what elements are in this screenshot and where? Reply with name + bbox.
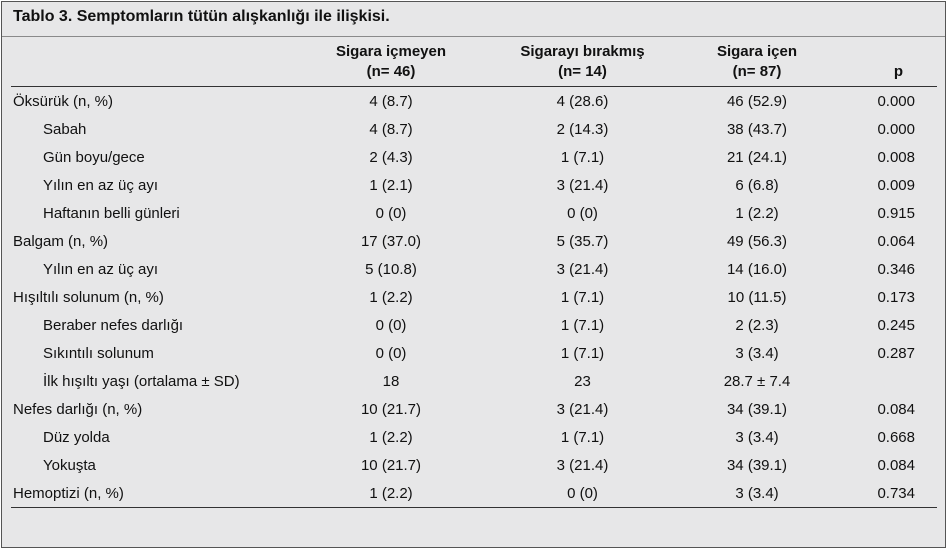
cell-p-value: 0.734 (840, 479, 937, 508)
table-row (11, 423, 937, 451)
cell-nonsmoker: 5 (10.8) (365, 260, 417, 278)
row-label: Gün boyu/gece (43, 148, 145, 166)
cell-quit: 3 (21.4) (556, 176, 609, 194)
header-empty (11, 42, 291, 87)
row-label: Beraber nefes darlığı (43, 316, 184, 334)
cell-nonsmoker: 18 (382, 372, 400, 390)
header-row (11, 42, 937, 87)
cell-p-value: 0.245 (877, 316, 915, 334)
cell-p-value: 0.173 (877, 288, 915, 306)
header-smoker-line2: (n= 87) (732, 63, 782, 80)
cell-smoker: 10 (11.5) (727, 288, 787, 306)
cell-quit: 2 (14.3) (556, 120, 609, 138)
header-nonsmoker (291, 42, 491, 87)
header-quit-line2: (n= 14) (558, 63, 607, 80)
cell-smoker: 49 (56.3) (726, 232, 788, 250)
header-p (840, 42, 937, 87)
row-label: Hemoptizi (n, %) (11, 479, 291, 508)
header-smoker-line1: Sigara içen (716, 43, 798, 60)
cell-p-value: 0.915 (877, 204, 915, 222)
table-row (11, 143, 937, 171)
table-row (11, 115, 937, 143)
row-label: Düz yolda (43, 428, 110, 446)
table-row (11, 311, 937, 339)
cell-quit: 0 (0) (567, 204, 598, 222)
cell-smoker: 46 (52.9) (726, 92, 788, 110)
row-label: Yokuşta (43, 456, 96, 474)
cell-nonsmoker: 2 (4.3) (369, 148, 413, 166)
header-nonsmoker-line1: Sigara içmeyen (335, 43, 447, 60)
cell-quit: 1 (7.1) (560, 288, 605, 306)
cell-smoker: 3 (3.4) (735, 344, 779, 362)
cell-nonsmoker: 4 (8.7) (369, 120, 413, 138)
cell-p-value: 0.000 (877, 92, 915, 110)
cell-p-value: 0.084 (877, 456, 915, 474)
cell-quit: 1 (7.1) (560, 316, 605, 334)
row-label: Nefes darlığı (n, %) (13, 400, 143, 418)
row-label: Yılın en az üç ayı (43, 260, 159, 278)
cell-nonsmoker: 1 (2.2) (291, 479, 491, 508)
cell-quit: 0 (0) (491, 479, 674, 508)
cell-p-value: 0.287 (877, 344, 915, 362)
row-label: Haftanın belli günleri (43, 204, 180, 222)
cell-p-value (840, 367, 937, 395)
table-row (11, 395, 937, 423)
table-body (11, 87, 937, 508)
row-label: Yılın en az üç ayı (43, 176, 159, 194)
table-row (11, 171, 937, 199)
header-smoker (674, 42, 840, 87)
symptoms-table (11, 42, 937, 508)
cell-p-value: 0.668 (877, 428, 915, 446)
cell-smoker: 14 (16.0) (726, 260, 788, 278)
cell-nonsmoker: 10 (21.7) (360, 400, 422, 418)
cell-quit: 5 (35.7) (556, 232, 609, 250)
cell-smoker: 2 (2.3) (735, 316, 779, 334)
cell-p-value: 0.064 (877, 232, 915, 250)
cell-quit: 4 (28.6) (556, 92, 609, 110)
cell-nonsmoker: 10 (21.7) (360, 456, 422, 474)
cell-nonsmoker: 17 (37.0) (360, 232, 422, 250)
row-label: Öksürük (n, %) (13, 92, 114, 110)
table-row (11, 87, 937, 116)
cell-smoker: 21 (24.1) (726, 148, 788, 166)
row-label: Sabah (43, 120, 87, 138)
cell-p-value: 0.084 (877, 400, 915, 418)
cell-smoker: 34 (39.1) (726, 456, 788, 474)
cell-smoker: 3 (3.4) (735, 428, 779, 446)
cell-smoker: 6 (6.8) (735, 176, 779, 194)
cell-quit: 1 (7.1) (560, 428, 605, 446)
cell-smoker: 38 (43.7) (726, 120, 788, 138)
cell-p-value: 0.000 (877, 120, 915, 138)
header-p-line2: p (893, 63, 903, 80)
table-row (11, 283, 937, 311)
cell-quit: 1 (7.1) (560, 148, 605, 166)
cell-nonsmoker: 1 (2.1) (369, 176, 413, 194)
table-row (11, 339, 937, 367)
table-row (11, 227, 937, 255)
cell-quit: 3 (21.4) (556, 456, 609, 474)
table-frame (1, 1, 946, 548)
row-label: Hışıltılı solunum (n, %) (13, 288, 164, 306)
header-nonsmoker-line2: (n= 46) (366, 63, 416, 80)
table-row (11, 451, 937, 479)
table-title: Tablo 3. Semptomların tütün alışkanlığı ile ilişkisi. (13, 8, 390, 25)
row-label: İlk hışıltı yaşı (ortalama ± SD) (43, 372, 240, 390)
title-bar (2, 2, 945, 37)
cell-nonsmoker: 1 (2.2) (369, 288, 413, 306)
table-row (11, 199, 937, 227)
cell-quit: 1 (7.1) (560, 344, 605, 362)
cell-smoker: 1 (2.2) (735, 204, 779, 222)
row-label: Sıkıntılı solunum (43, 344, 154, 362)
cell-smoker: 3 (3.4) (674, 479, 840, 508)
table-row (11, 367, 937, 395)
cell-p-value: 0.346 (877, 260, 915, 278)
header-quit-line1: Sigarayı bırakmış (520, 43, 645, 60)
cell-quit: 3 (21.4) (556, 260, 609, 278)
cell-nonsmoker: 1 (2.2) (369, 428, 413, 446)
header-quit (491, 42, 674, 87)
row-label: Balgam (n, %) (13, 232, 109, 250)
cell-nonsmoker: 0 (0) (375, 204, 407, 222)
cell-quit: 23 (574, 372, 591, 390)
table-row (11, 479, 937, 508)
cell-nonsmoker: 4 (8.7) (369, 92, 413, 110)
cell-quit: 3 (21.4) (556, 400, 609, 418)
table-row (11, 255, 937, 283)
cell-p-value: 0.009 (877, 176, 915, 194)
cell-smoker: 34 (39.1) (726, 400, 788, 418)
cell-smoker: 28.7 ± 7.4 (723, 372, 791, 390)
cell-nonsmoker: 0 (0) (375, 344, 407, 362)
cell-p-value: 0.008 (877, 148, 915, 166)
cell-nonsmoker: 0 (0) (375, 316, 407, 334)
